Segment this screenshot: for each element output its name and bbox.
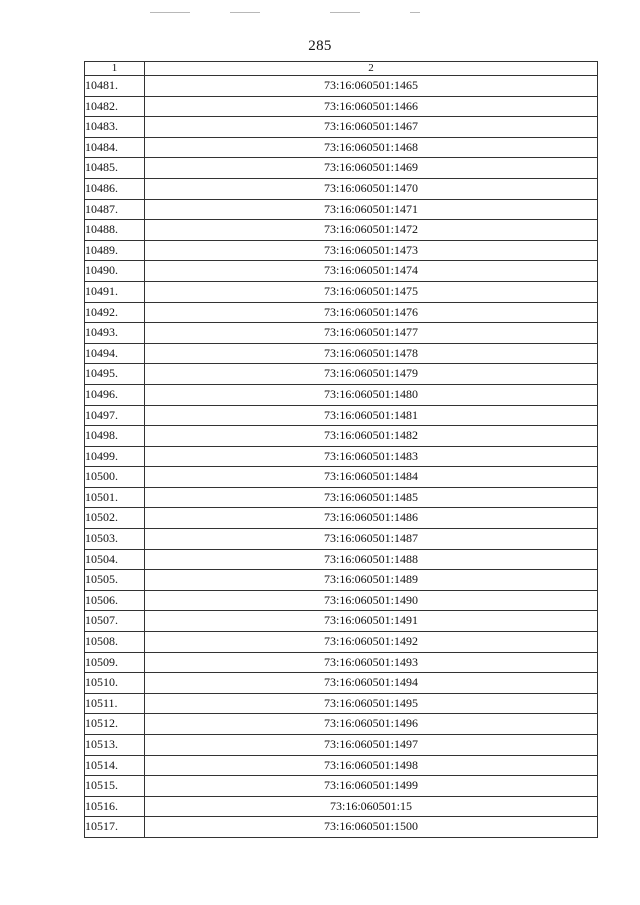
- table-row: [85, 570, 598, 591]
- row-number: 10489.: [85, 240, 145, 261]
- row-number: 10495.: [85, 364, 145, 385]
- table-row: [85, 508, 598, 529]
- row-number: 10509.: [85, 652, 145, 673]
- cadastral-number: 73:16:060501:1497: [145, 735, 598, 756]
- row-number: 10488.: [85, 220, 145, 241]
- cadastral-number: 73:16:060501:1478: [145, 343, 598, 364]
- cadastral-number: 73:16:060501:1498: [145, 755, 598, 776]
- row-number: 10502.: [85, 508, 145, 529]
- row-number: 10513.: [85, 735, 145, 756]
- table-row: [85, 240, 598, 261]
- cadastral-number: 73:16:060501:1476: [145, 302, 598, 323]
- scan-artifact: [150, 12, 190, 13]
- cadastral-number: 73:16:060501:1479: [145, 364, 598, 385]
- row-number: 10499.: [85, 446, 145, 467]
- row-number: 10501.: [85, 487, 145, 508]
- cadastral-number: 73:16:060501:1466: [145, 96, 598, 117]
- cadastral-number: 73:16:060501:1471: [145, 199, 598, 220]
- cadastral-number: 73:16:060501:1472: [145, 220, 598, 241]
- row-number: 10497.: [85, 405, 145, 426]
- row-number: 10494.: [85, 343, 145, 364]
- row-number: 10490.: [85, 261, 145, 282]
- row-number: 10491.: [85, 281, 145, 302]
- cadastral-number: 73:16:060501:1493: [145, 652, 598, 673]
- cadastral-number: 73:16:060501:1481: [145, 405, 598, 426]
- row-number: 10486.: [85, 178, 145, 199]
- column-header: 1: [85, 62, 145, 76]
- table-row: [85, 611, 598, 632]
- row-number: 10500.: [85, 467, 145, 488]
- table-row: [85, 76, 598, 97]
- cadastral-number: 73:16:060501:1485: [145, 487, 598, 508]
- cadastral-number: 73:16:060501:1484: [145, 467, 598, 488]
- table-row: [85, 590, 598, 611]
- row-number: 10485.: [85, 158, 145, 179]
- cadastral-number: 73:16:060501:1480: [145, 384, 598, 405]
- table-row: [85, 199, 598, 220]
- table-row: [85, 158, 598, 179]
- cadastral-number: 73:16:060501:1488: [145, 549, 598, 570]
- table-row: [85, 529, 598, 550]
- cadastral-number: 73:16:060501:1499: [145, 776, 598, 797]
- cadastral-number: 73:16:060501:1495: [145, 693, 598, 714]
- column-header: 2: [145, 62, 598, 76]
- table-row: [85, 446, 598, 467]
- cadastral-number: 73:16:060501:1490: [145, 590, 598, 611]
- cadastral-number: 73:16:060501:1465: [145, 76, 598, 97]
- table-row: [85, 96, 598, 117]
- scan-artifact: [230, 12, 260, 13]
- row-number: 10508.: [85, 632, 145, 653]
- table-row: [85, 652, 598, 673]
- row-number: 10517.: [85, 817, 145, 838]
- row-number: 10493.: [85, 323, 145, 344]
- row-number: 10492.: [85, 302, 145, 323]
- row-number: 10503.: [85, 529, 145, 550]
- row-number: 10512.: [85, 714, 145, 735]
- cadastral-number: 73:16:060501:15: [145, 796, 598, 817]
- row-number: 10510.: [85, 673, 145, 694]
- table-row: [85, 817, 598, 838]
- table-row: [85, 487, 598, 508]
- row-number: 10507.: [85, 611, 145, 632]
- cadastral-number: 73:16:060501:1473: [145, 240, 598, 261]
- table-row: [85, 405, 598, 426]
- table-row: [85, 137, 598, 158]
- table-row: [85, 178, 598, 199]
- row-number: 10487.: [85, 199, 145, 220]
- cadastral-number: 73:16:060501:1469: [145, 158, 598, 179]
- registry-table: [84, 61, 598, 838]
- registry-table-container: [84, 61, 597, 838]
- table-row: [85, 302, 598, 323]
- row-number: 10504.: [85, 549, 145, 570]
- table-header-row: [85, 62, 598, 76]
- row-number: 10496.: [85, 384, 145, 405]
- table-row: [85, 281, 598, 302]
- cadastral-number: 73:16:060501:1500: [145, 817, 598, 838]
- row-number: 10484.: [85, 137, 145, 158]
- table-row: [85, 755, 598, 776]
- table-row: [85, 549, 598, 570]
- cadastral-number: 73:16:060501:1487: [145, 529, 598, 550]
- table-row: [85, 693, 598, 714]
- cadastral-number: 73:16:060501:1489: [145, 570, 598, 591]
- table-row: [85, 735, 598, 756]
- cadastral-number: 73:16:060501:1474: [145, 261, 598, 282]
- page-number: 285: [308, 38, 332, 54]
- table-row: [85, 323, 598, 344]
- table-row: [85, 467, 598, 488]
- cadastral-number: 73:16:060501:1486: [145, 508, 598, 529]
- table-row: [85, 426, 598, 447]
- table-row: [85, 364, 598, 385]
- row-number: 10481.: [85, 76, 145, 97]
- cadastral-number: 73:16:060501:1467: [145, 117, 598, 138]
- cadastral-number: 73:16:060501:1470: [145, 178, 598, 199]
- table-row: [85, 117, 598, 138]
- cadastral-number: 73:16:060501:1496: [145, 714, 598, 735]
- scan-artifact: [330, 12, 360, 13]
- row-number: 10514.: [85, 755, 145, 776]
- cadastral-number: 73:16:060501:1492: [145, 632, 598, 653]
- table-row: [85, 343, 598, 364]
- table-body: [85, 76, 598, 838]
- scan-artifact: [410, 12, 420, 13]
- table-row: [85, 673, 598, 694]
- row-number: 10483.: [85, 117, 145, 138]
- table-row: [85, 796, 598, 817]
- table-row: [85, 261, 598, 282]
- row-number: 10498.: [85, 426, 145, 447]
- row-number: 10505.: [85, 570, 145, 591]
- cadastral-number: 73:16:060501:1468: [145, 137, 598, 158]
- row-number: 10516.: [85, 796, 145, 817]
- cadastral-number: 73:16:060501:1483: [145, 446, 598, 467]
- row-number: 10511.: [85, 693, 145, 714]
- table-row: [85, 220, 598, 241]
- row-number: 10515.: [85, 776, 145, 797]
- table-row: [85, 776, 598, 797]
- table-row: [85, 714, 598, 735]
- cadastral-number: 73:16:060501:1475: [145, 281, 598, 302]
- cadastral-number: 73:16:060501:1491: [145, 611, 598, 632]
- row-number: 10482.: [85, 96, 145, 117]
- table-row: [85, 632, 598, 653]
- cadastral-number: 73:16:060501:1482: [145, 426, 598, 447]
- table-row: [85, 384, 598, 405]
- cadastral-number: 73:16:060501:1494: [145, 673, 598, 694]
- row-number: 10506.: [85, 590, 145, 611]
- cadastral-number: 73:16:060501:1477: [145, 323, 598, 344]
